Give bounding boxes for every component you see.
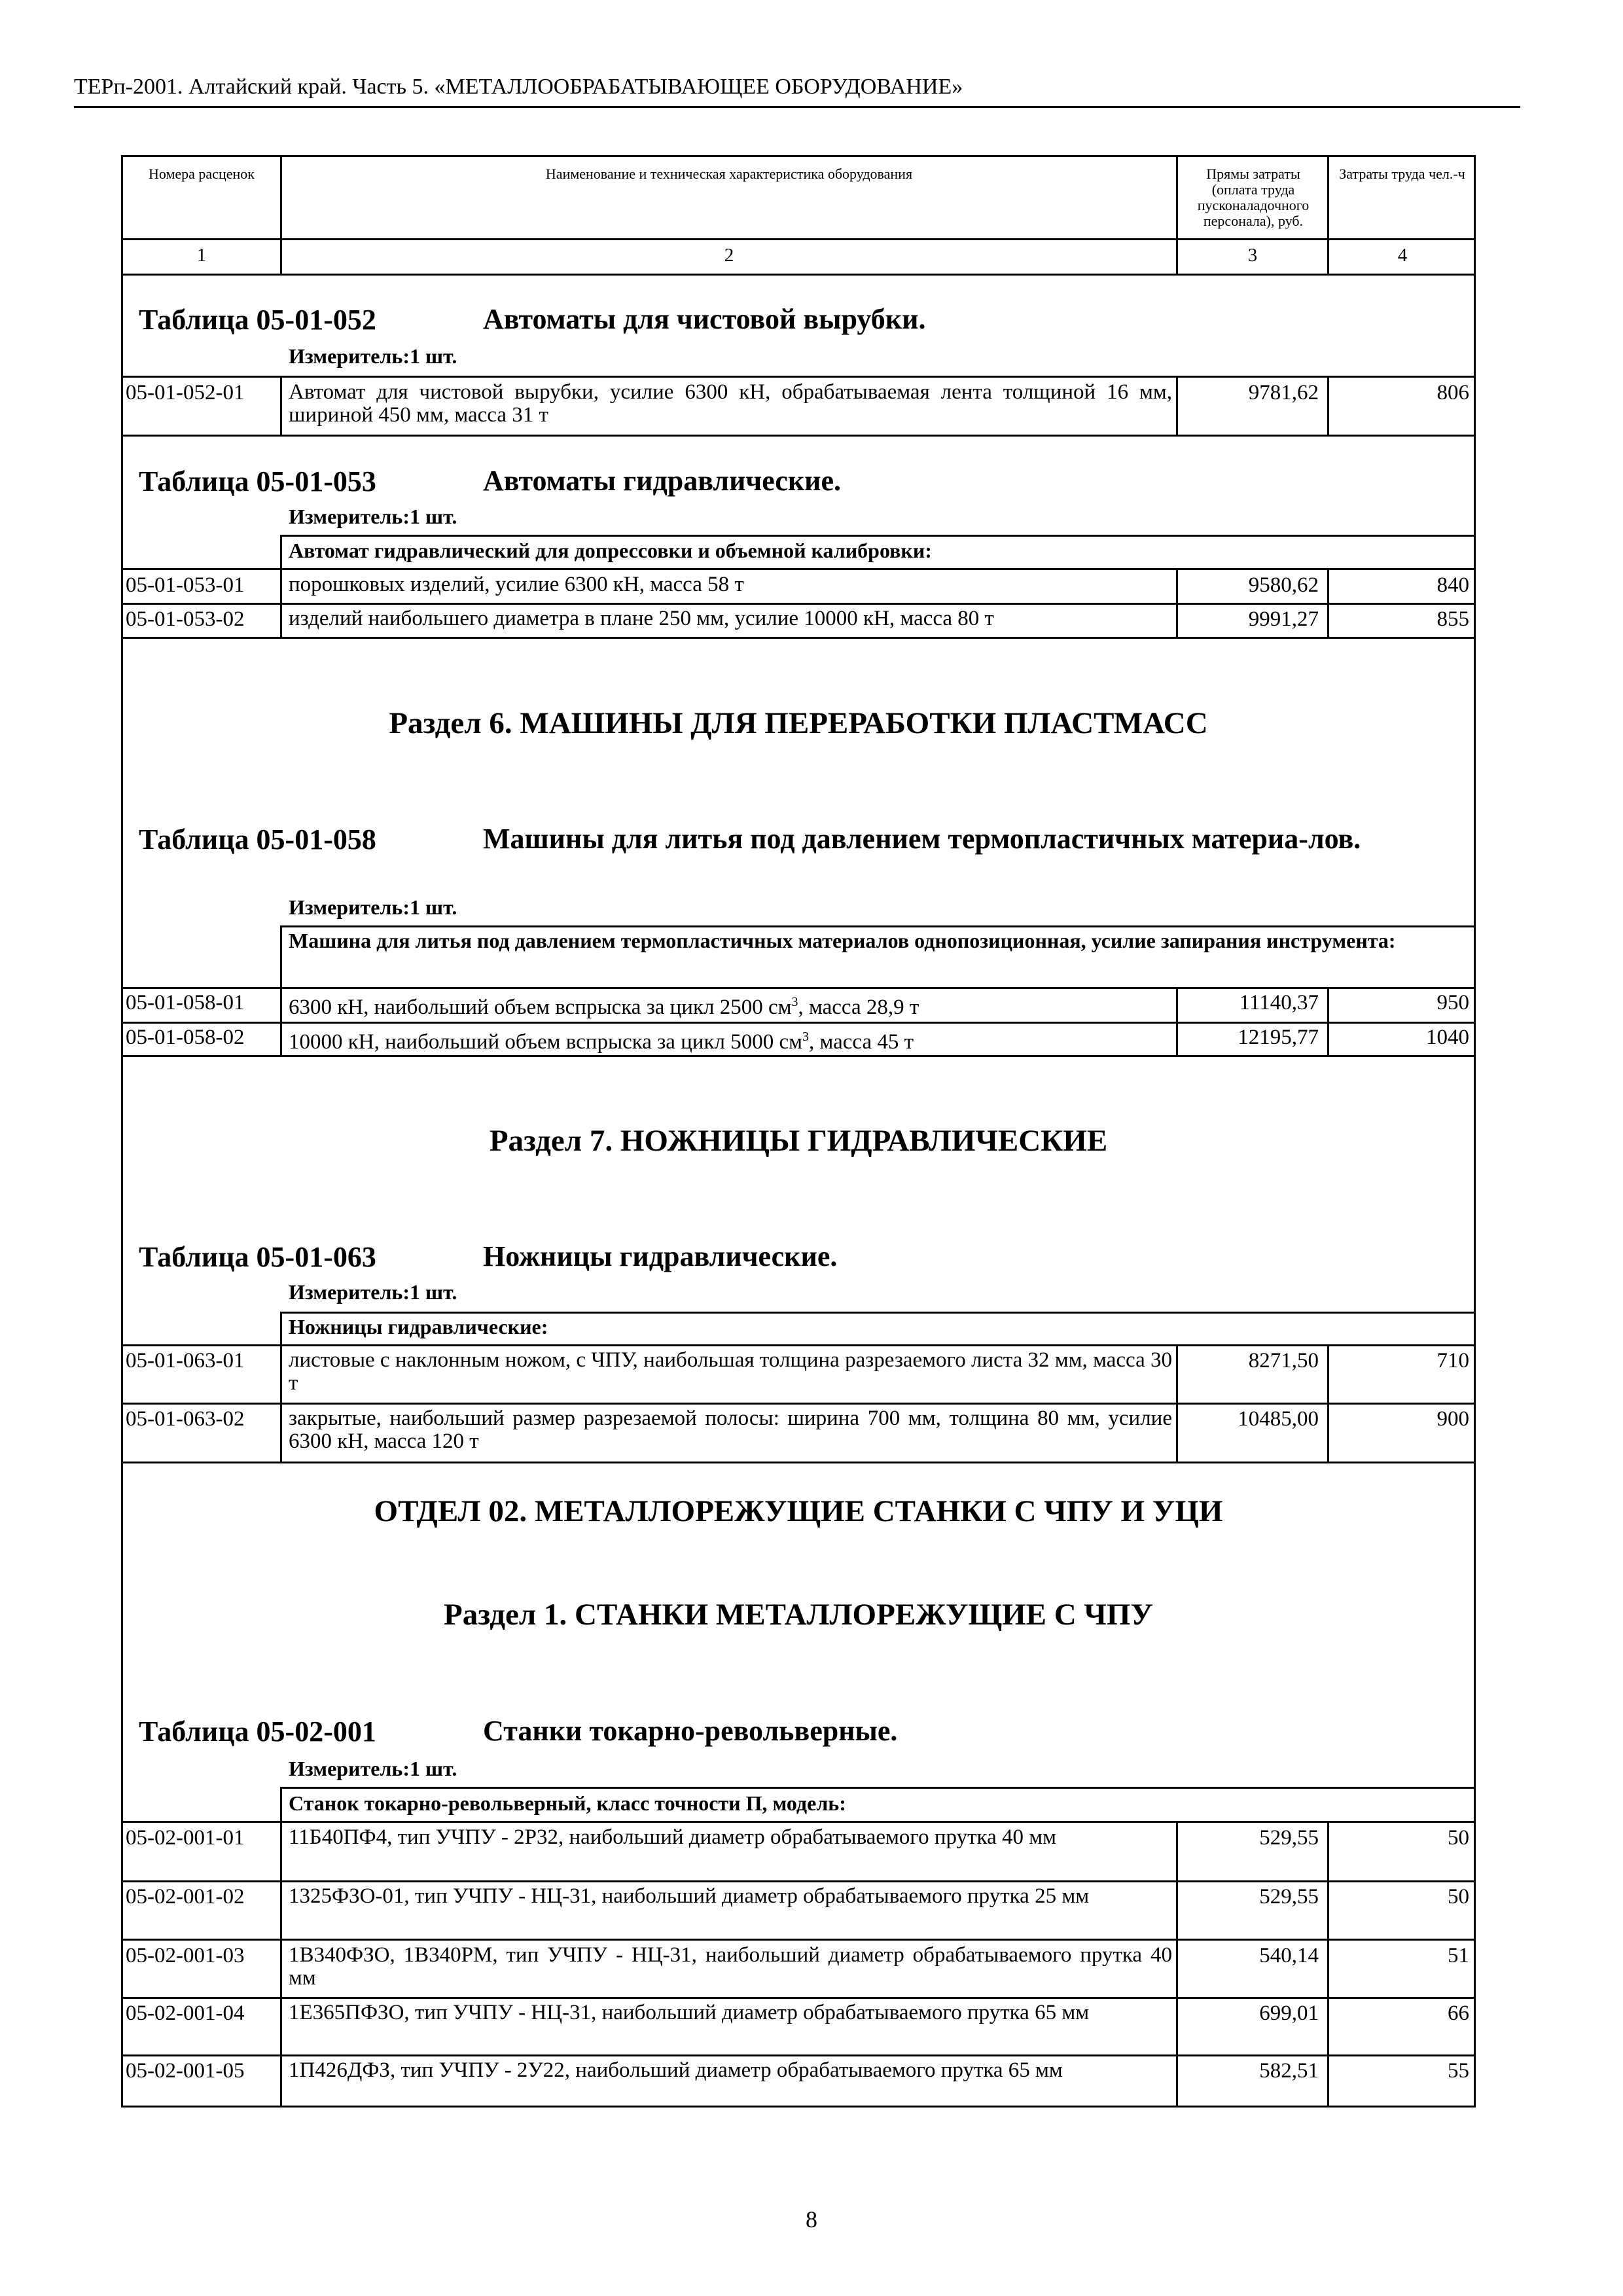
department-heading: ОТДЕЛ 02. МЕТАЛЛОРЕЖУЩИЕ СТАНКИ С ЧПУ И УЦИ (374, 1494, 1223, 1528)
row-separator (121, 376, 1476, 378)
section-heading: Раздел 7. НОЖНИЦЫ ГИДРАВЛИЧЕСКИЕ (489, 1124, 1108, 1158)
row-separator (121, 1821, 1476, 1823)
rate-labor: 840 (1436, 573, 1469, 597)
table-code: Таблица 05-01-052 (139, 304, 376, 336)
page-number: 8 (806, 2206, 817, 2233)
group-heading: Автомат гидравлический для допрессовки и объемной калибровки: (289, 539, 932, 562)
row-separator (121, 1022, 1476, 1024)
rate-code: 05-01-053-01 (126, 573, 245, 597)
rate-direct-cost: 9580,62 (1248, 573, 1319, 597)
rate-direct-cost: 12195,77 (1238, 1026, 1319, 1049)
rate-description: листовые с наклонным ножом, с ЧПУ, наибольшая толщина разрезаемого листа 32 мм, масса 30 т (289, 1348, 1172, 1395)
vline-3 (1327, 987, 1329, 1055)
vline-2 (1176, 376, 1178, 435)
vline-3 (1327, 568, 1329, 637)
vline-3 (1327, 1344, 1329, 1462)
row-separator (121, 1997, 1476, 1999)
col-header-codes: Номера расценок (149, 166, 255, 182)
col-number-2: 2 (724, 245, 734, 266)
rate-description: 11Б40ПФ4, тип УЧПУ - 2Р32, наибольший диаметр обрабатываемого прутка 40 мм (289, 1825, 1056, 1849)
vline-1 (280, 535, 282, 637)
running-header: ТЕРп-2001. Алтайский край. Часть 5. «МЕТАЛЛООБРАБАТЫВАЮЩЕЕ ОБОРУДОВАНИЕ» (74, 75, 963, 99)
col-number-1: 1 (196, 245, 207, 266)
table-code: Таблица 05-02-001 (139, 1715, 376, 1748)
rate-code: 05-01-058-02 (126, 1026, 245, 1049)
row-separator (121, 435, 1476, 437)
rate-direct-cost: 11140,37 (1239, 991, 1319, 1014)
vline-header-2 (1176, 155, 1178, 274)
row-separator (121, 1344, 1476, 1346)
header-separator (121, 238, 1476, 240)
rate-labor: 55 (1448, 2059, 1469, 2083)
rate-direct-cost: 699,01 (1259, 2001, 1319, 2025)
vline-header-1 (280, 155, 282, 274)
desc-text: , масса 45 т (808, 1030, 914, 1054)
section-heading: Раздел 6. МАШИНЫ ДЛЯ ПЕРЕРАБОТКИ ПЛАСТМАСС (389, 706, 1208, 740)
rate-code: 05-02-001-01 (126, 1826, 245, 1850)
col-number-4: 4 (1397, 245, 1408, 266)
desc-text: , масса 28,9 т (798, 996, 919, 1019)
col-header-labor: Затраты труда чел.-ч (1339, 166, 1465, 182)
desc-text: 10000 кН, наибольший объем вспрыска за цикл 5000 см (289, 1030, 802, 1054)
rate-code: 05-02-001-03 (126, 1944, 245, 1967)
rate-description (289, 991, 1172, 1019)
rate-code: 05-02-001-04 (126, 2001, 245, 2025)
rate-labor: 66 (1448, 2001, 1469, 2025)
rate-direct-cost: 8271,50 (1248, 1349, 1319, 1372)
vline-2 (1176, 568, 1178, 637)
col-header-direct-costs: Прямы затраты (оплата труда пусконаладочного персонала), руб. (1197, 166, 1310, 229)
rate-labor: 806 (1436, 381, 1469, 404)
rate-direct-cost: 582,51 (1259, 2059, 1319, 2083)
col-number-3: 3 (1247, 245, 1258, 266)
rate-labor: 855 (1436, 607, 1469, 631)
vline-2 (1176, 1344, 1178, 1462)
table-name: Станки токарно-револьверные. (483, 1715, 898, 1747)
table-code: Таблица 05-01-058 (139, 823, 376, 855)
row-separator (121, 1403, 1476, 1405)
rate-direct-cost: 9781,62 (1248, 381, 1319, 404)
rate-labor: 1040 (1426, 1026, 1469, 1049)
group-separator (280, 1312, 1476, 1314)
rate-code: 05-01-063-01 (126, 1349, 245, 1372)
table-code: Таблица 05-01-053 (139, 465, 376, 497)
group-heading: Ножницы гидравлические: (289, 1315, 548, 1338)
table-name: Машины для литья под давлением термопластичных материа-лов. (483, 823, 1361, 855)
table-top-line (121, 155, 1476, 157)
vline-2 (1176, 987, 1178, 1055)
row-separator (121, 568, 1476, 570)
group-separator (280, 535, 1476, 537)
row-separator (121, 1055, 1476, 1057)
superscript: 3 (791, 995, 798, 1009)
vline-3 (1327, 376, 1329, 435)
rate-description: 1П426ДФЗ, тип УЧПУ - 2У22, наибольший диаметр обрабатываемого прутка 65 мм (289, 2058, 1063, 2082)
row-separator (121, 637, 1476, 639)
rate-description: изделий наибольшего диаметра в плане 250 мм, усилие 10000 кН, масса 80 т (289, 607, 994, 630)
row-separator (121, 987, 1476, 989)
vline-2 (1176, 1821, 1178, 2108)
row-separator (121, 1880, 1476, 1882)
measure-unit: Измеритель:1 шт. (289, 505, 457, 528)
rate-description: закрытые, наибольший размер разрезаемой полосы: ширина 700 мм, толщина 80 мм, усилие 6300 кН, масса 120 т (289, 1407, 1172, 1453)
rate-labor: 50 (1448, 1885, 1469, 1909)
vline-3 (1327, 1821, 1329, 2108)
row-separator (121, 1939, 1476, 1941)
col-header-name: Наименование и техническая характеристика оборудования (545, 166, 913, 182)
table-code: Таблица 05-01-063 (139, 1241, 376, 1273)
table-name: Автоматы для чистовой вырубки. (483, 303, 926, 335)
table-name: Ножницы гидравлические. (483, 1240, 838, 1272)
rate-description: порошковых изделий, усилие 6300 кН, масса 58 т (289, 573, 744, 596)
row-separator (121, 2054, 1476, 2056)
rate-labor: 710 (1436, 1349, 1469, 1372)
vline-header-3 (1327, 155, 1329, 274)
rate-description: Автомат для чистовой вырубки, усилие 6300 кН, обрабатываемая лента толщиной 16 мм, шириной 450 мм, масса 31 т (289, 380, 1172, 427)
rate-description: 1Е365ПФЗО, тип УЧПУ - НЦ-31, наибольший диаметр обрабатываемого прутка 65 мм (289, 2001, 1090, 2024)
group-separator (280, 1787, 1476, 1789)
measure-unit: Измеритель:1 шт. (289, 1757, 457, 1780)
rate-code: 05-02-001-05 (126, 2059, 245, 2083)
measure-unit: Измеритель:1 шт. (289, 344, 457, 368)
row-separator (121, 1462, 1476, 1463)
superscript: 3 (802, 1030, 809, 1044)
rate-code: 05-01-058-01 (126, 991, 245, 1014)
rate-labor: 950 (1436, 991, 1469, 1014)
vline-1 (280, 925, 282, 1055)
desc-text: 6300 кН, наибольший объем вспрыска за цикл 2500 см (289, 996, 792, 1019)
rate-direct-cost: 529,55 (1259, 1885, 1319, 1909)
rate-description: 1В340ФЗО, 1В340РМ, тип УЧПУ - НЦ-31, наибольший диаметр обрабатываемого прутка 40 мм (289, 1943, 1172, 1990)
rate-description: 1325ФЗО-01, тип УЧПУ - НЦ-31, наибольший диаметр обрабатываемого прутка 25 мм (289, 1884, 1090, 1908)
vline-1 (280, 1787, 282, 2108)
rate-code: 05-01-063-02 (126, 1407, 245, 1431)
rate-labor: 50 (1448, 1826, 1469, 1850)
rate-direct-cost: 529,55 (1259, 1826, 1319, 1850)
rate-direct-cost: 540,14 (1259, 1944, 1319, 1967)
measure-unit: Измеритель:1 шт. (289, 895, 457, 919)
measure-unit: Измеритель:1 шт. (289, 1280, 457, 1304)
section-heading: Раздел 1. СТАНКИ МЕТАЛЛОРЕЖУЩИЕ С ЧПУ (444, 1598, 1153, 1632)
rate-direct-cost: 9991,27 (1248, 607, 1319, 631)
row-separator (121, 603, 1476, 605)
group-heading: Машина для литья под давлением термопластичных материалов однопозиционная, усилие запирания инструмента: (289, 929, 1396, 952)
group-separator (280, 925, 1476, 927)
rate-description (289, 1026, 1172, 1054)
rate-code: 05-01-053-02 (126, 607, 245, 631)
column-numbers-separator (121, 274, 1476, 276)
rate-code: 05-02-001-02 (126, 1885, 245, 1909)
vline-1 (280, 1312, 282, 1462)
table-name: Автоматы гидравлические. (483, 465, 842, 497)
group-heading: Станок токарно-револьверный, класс точности П, модель: (289, 1791, 846, 1815)
header-rule (74, 106, 1520, 108)
rate-direct-cost: 10485,00 (1238, 1407, 1319, 1431)
rate-labor: 51 (1448, 1944, 1469, 1967)
rate-labor: 900 (1436, 1407, 1469, 1431)
rate-code: 05-01-052-01 (126, 381, 245, 404)
vline-1 (280, 376, 282, 435)
